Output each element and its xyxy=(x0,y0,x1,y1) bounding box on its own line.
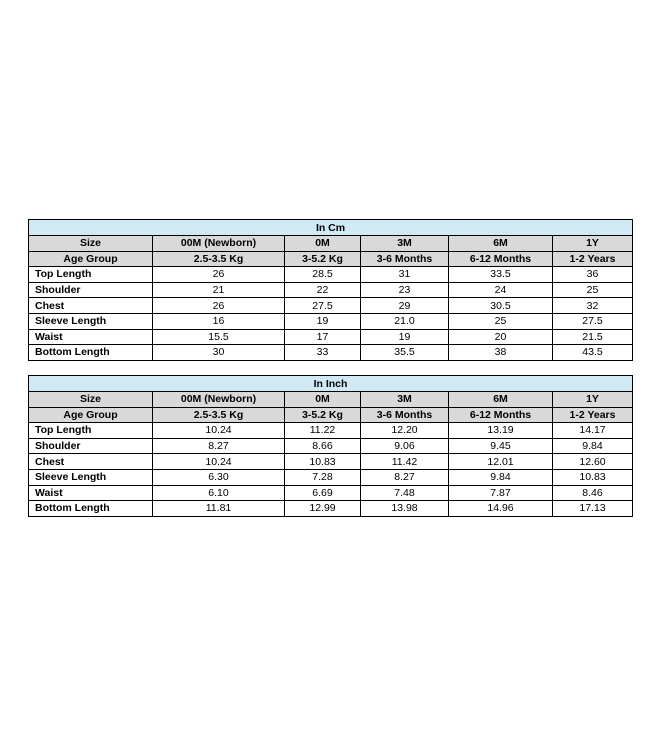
measurement-value: 9.84 xyxy=(449,469,553,485)
header-row xyxy=(29,392,633,408)
measurement-label: Waist xyxy=(29,329,153,345)
header-cell: 3-6 Months xyxy=(361,407,449,423)
measurement-value: 14.96 xyxy=(449,501,553,517)
measurement-value: 8.46 xyxy=(553,485,633,501)
measurement-value: 17 xyxy=(285,329,361,345)
measurement-label: Top Length xyxy=(29,423,153,439)
table-row xyxy=(29,469,633,485)
measurement-value: 10.83 xyxy=(553,469,633,485)
measurement-value: 9.06 xyxy=(361,438,449,454)
measurement-value: 10.24 xyxy=(153,454,285,470)
header-cell: Age Group xyxy=(29,407,153,423)
measurement-value: 11.42 xyxy=(361,454,449,470)
measurement-value: 9.45 xyxy=(449,438,553,454)
header-cell: 2.5-3.5 Kg xyxy=(153,407,285,423)
measurement-value: 13.19 xyxy=(449,423,553,439)
header-cell: 1Y xyxy=(553,392,633,408)
measurement-value: 21 xyxy=(153,282,285,298)
measurement-value: 33.5 xyxy=(449,267,553,283)
measurement-value: 19 xyxy=(361,329,449,345)
size-chart-cm-table xyxy=(28,219,633,361)
measurement-value: 22 xyxy=(285,282,361,298)
measurement-value: 24 xyxy=(449,282,553,298)
table-row xyxy=(29,423,633,439)
measurement-value: 6.30 xyxy=(153,469,285,485)
header-row xyxy=(29,251,633,267)
measurement-label: Top Length xyxy=(29,267,153,283)
measurement-value: 10.24 xyxy=(153,423,285,439)
header-cell: Size xyxy=(29,392,153,408)
header-cell: 1-2 Years xyxy=(553,407,633,423)
table-row xyxy=(29,282,633,298)
table-row xyxy=(29,485,633,501)
measurement-label: Shoulder xyxy=(29,282,153,298)
measurement-value: 28.5 xyxy=(285,267,361,283)
header-cell: 00M (Newborn) xyxy=(153,392,285,408)
measurement-value: 6.10 xyxy=(153,485,285,501)
header-cell: Size xyxy=(29,236,153,252)
measurement-value: 14.17 xyxy=(553,423,633,439)
header-cell: 3-5.2 Kg xyxy=(285,407,361,423)
measurement-label: Bottom Length xyxy=(29,501,153,517)
measurement-value: 8.66 xyxy=(285,438,361,454)
header-cell: 1Y xyxy=(553,236,633,252)
table-row xyxy=(29,298,633,314)
header-row xyxy=(29,236,633,252)
measurement-label: Waist xyxy=(29,485,153,501)
table-row xyxy=(29,501,633,517)
measurement-value: 13.98 xyxy=(361,501,449,517)
measurement-value: 19 xyxy=(285,313,361,329)
measurement-label: Chest xyxy=(29,454,153,470)
measurement-value: 35.5 xyxy=(361,345,449,361)
measurement-value: 29 xyxy=(361,298,449,314)
measurement-value: 30.5 xyxy=(449,298,553,314)
table-title: In Cm xyxy=(29,220,633,236)
measurement-value: 16 xyxy=(153,313,285,329)
measurement-value: 21.0 xyxy=(361,313,449,329)
header-cell: 2.5-3.5 Kg xyxy=(153,251,285,267)
measurement-value: 7.28 xyxy=(285,469,361,485)
measurement-label: Chest xyxy=(29,298,153,314)
measurement-value: 32 xyxy=(553,298,633,314)
measurement-value: 7.87 xyxy=(449,485,553,501)
header-cell: 3-5.2 Kg xyxy=(285,251,361,267)
header-cell: 0M xyxy=(285,236,361,252)
table-row xyxy=(29,345,633,361)
measurement-value: 15.5 xyxy=(153,329,285,345)
measurement-value: 21.5 xyxy=(553,329,633,345)
measurement-value: 12.20 xyxy=(361,423,449,439)
size-chart-inch-table xyxy=(28,375,633,517)
measurement-label: Sleeve Length xyxy=(29,313,153,329)
measurement-value: 20 xyxy=(449,329,553,345)
measurement-value: 31 xyxy=(361,267,449,283)
header-cell: 1-2 Years xyxy=(553,251,633,267)
measurement-value: 25 xyxy=(449,313,553,329)
header-cell: 6-12 Months xyxy=(449,407,553,423)
measurement-value: 12.99 xyxy=(285,501,361,517)
table-row xyxy=(29,329,633,345)
measurement-value: 6.69 xyxy=(285,485,361,501)
measurement-value: 33 xyxy=(285,345,361,361)
table-title-row xyxy=(29,376,633,392)
measurement-value: 25 xyxy=(553,282,633,298)
measurement-value: 36 xyxy=(553,267,633,283)
table-row xyxy=(29,313,633,329)
measurement-value: 17.13 xyxy=(553,501,633,517)
measurement-label: Sleeve Length xyxy=(29,469,153,485)
measurement-value: 27.5 xyxy=(553,313,633,329)
header-cell: 6M xyxy=(449,392,553,408)
measurement-value: 10.83 xyxy=(285,454,361,470)
measurement-value: 7.48 xyxy=(361,485,449,501)
measurement-value: 12.60 xyxy=(553,454,633,470)
measurement-value: 8.27 xyxy=(361,469,449,485)
measurement-value: 11.81 xyxy=(153,501,285,517)
header-cell: 3-6 Months xyxy=(361,251,449,267)
header-cell: Age Group xyxy=(29,251,153,267)
header-cell: 6-12 Months xyxy=(449,251,553,267)
table-row xyxy=(29,438,633,454)
table-row xyxy=(29,454,633,470)
measurement-value: 23 xyxy=(361,282,449,298)
measurement-label: Bottom Length xyxy=(29,345,153,361)
header-cell: 3M xyxy=(361,392,449,408)
measurement-value: 26 xyxy=(153,267,285,283)
header-cell: 0M xyxy=(285,392,361,408)
measurement-value: 12.01 xyxy=(449,454,553,470)
header-cell: 6M xyxy=(449,236,553,252)
measurement-value: 27.5 xyxy=(285,298,361,314)
measurement-value: 26 xyxy=(153,298,285,314)
header-cell: 00M (Newborn) xyxy=(153,236,285,252)
header-row xyxy=(29,407,633,423)
measurement-value: 9.84 xyxy=(553,438,633,454)
measurement-label: Shoulder xyxy=(29,438,153,454)
measurement-value: 8.27 xyxy=(153,438,285,454)
table-title-row xyxy=(29,220,633,236)
table-title: In Inch xyxy=(29,376,633,392)
header-cell: 3M xyxy=(361,236,449,252)
measurement-value: 43.5 xyxy=(553,345,633,361)
table-row xyxy=(29,267,633,283)
measurement-value: 38 xyxy=(449,345,553,361)
measurement-value: 30 xyxy=(153,345,285,361)
measurement-value: 11.22 xyxy=(285,423,361,439)
